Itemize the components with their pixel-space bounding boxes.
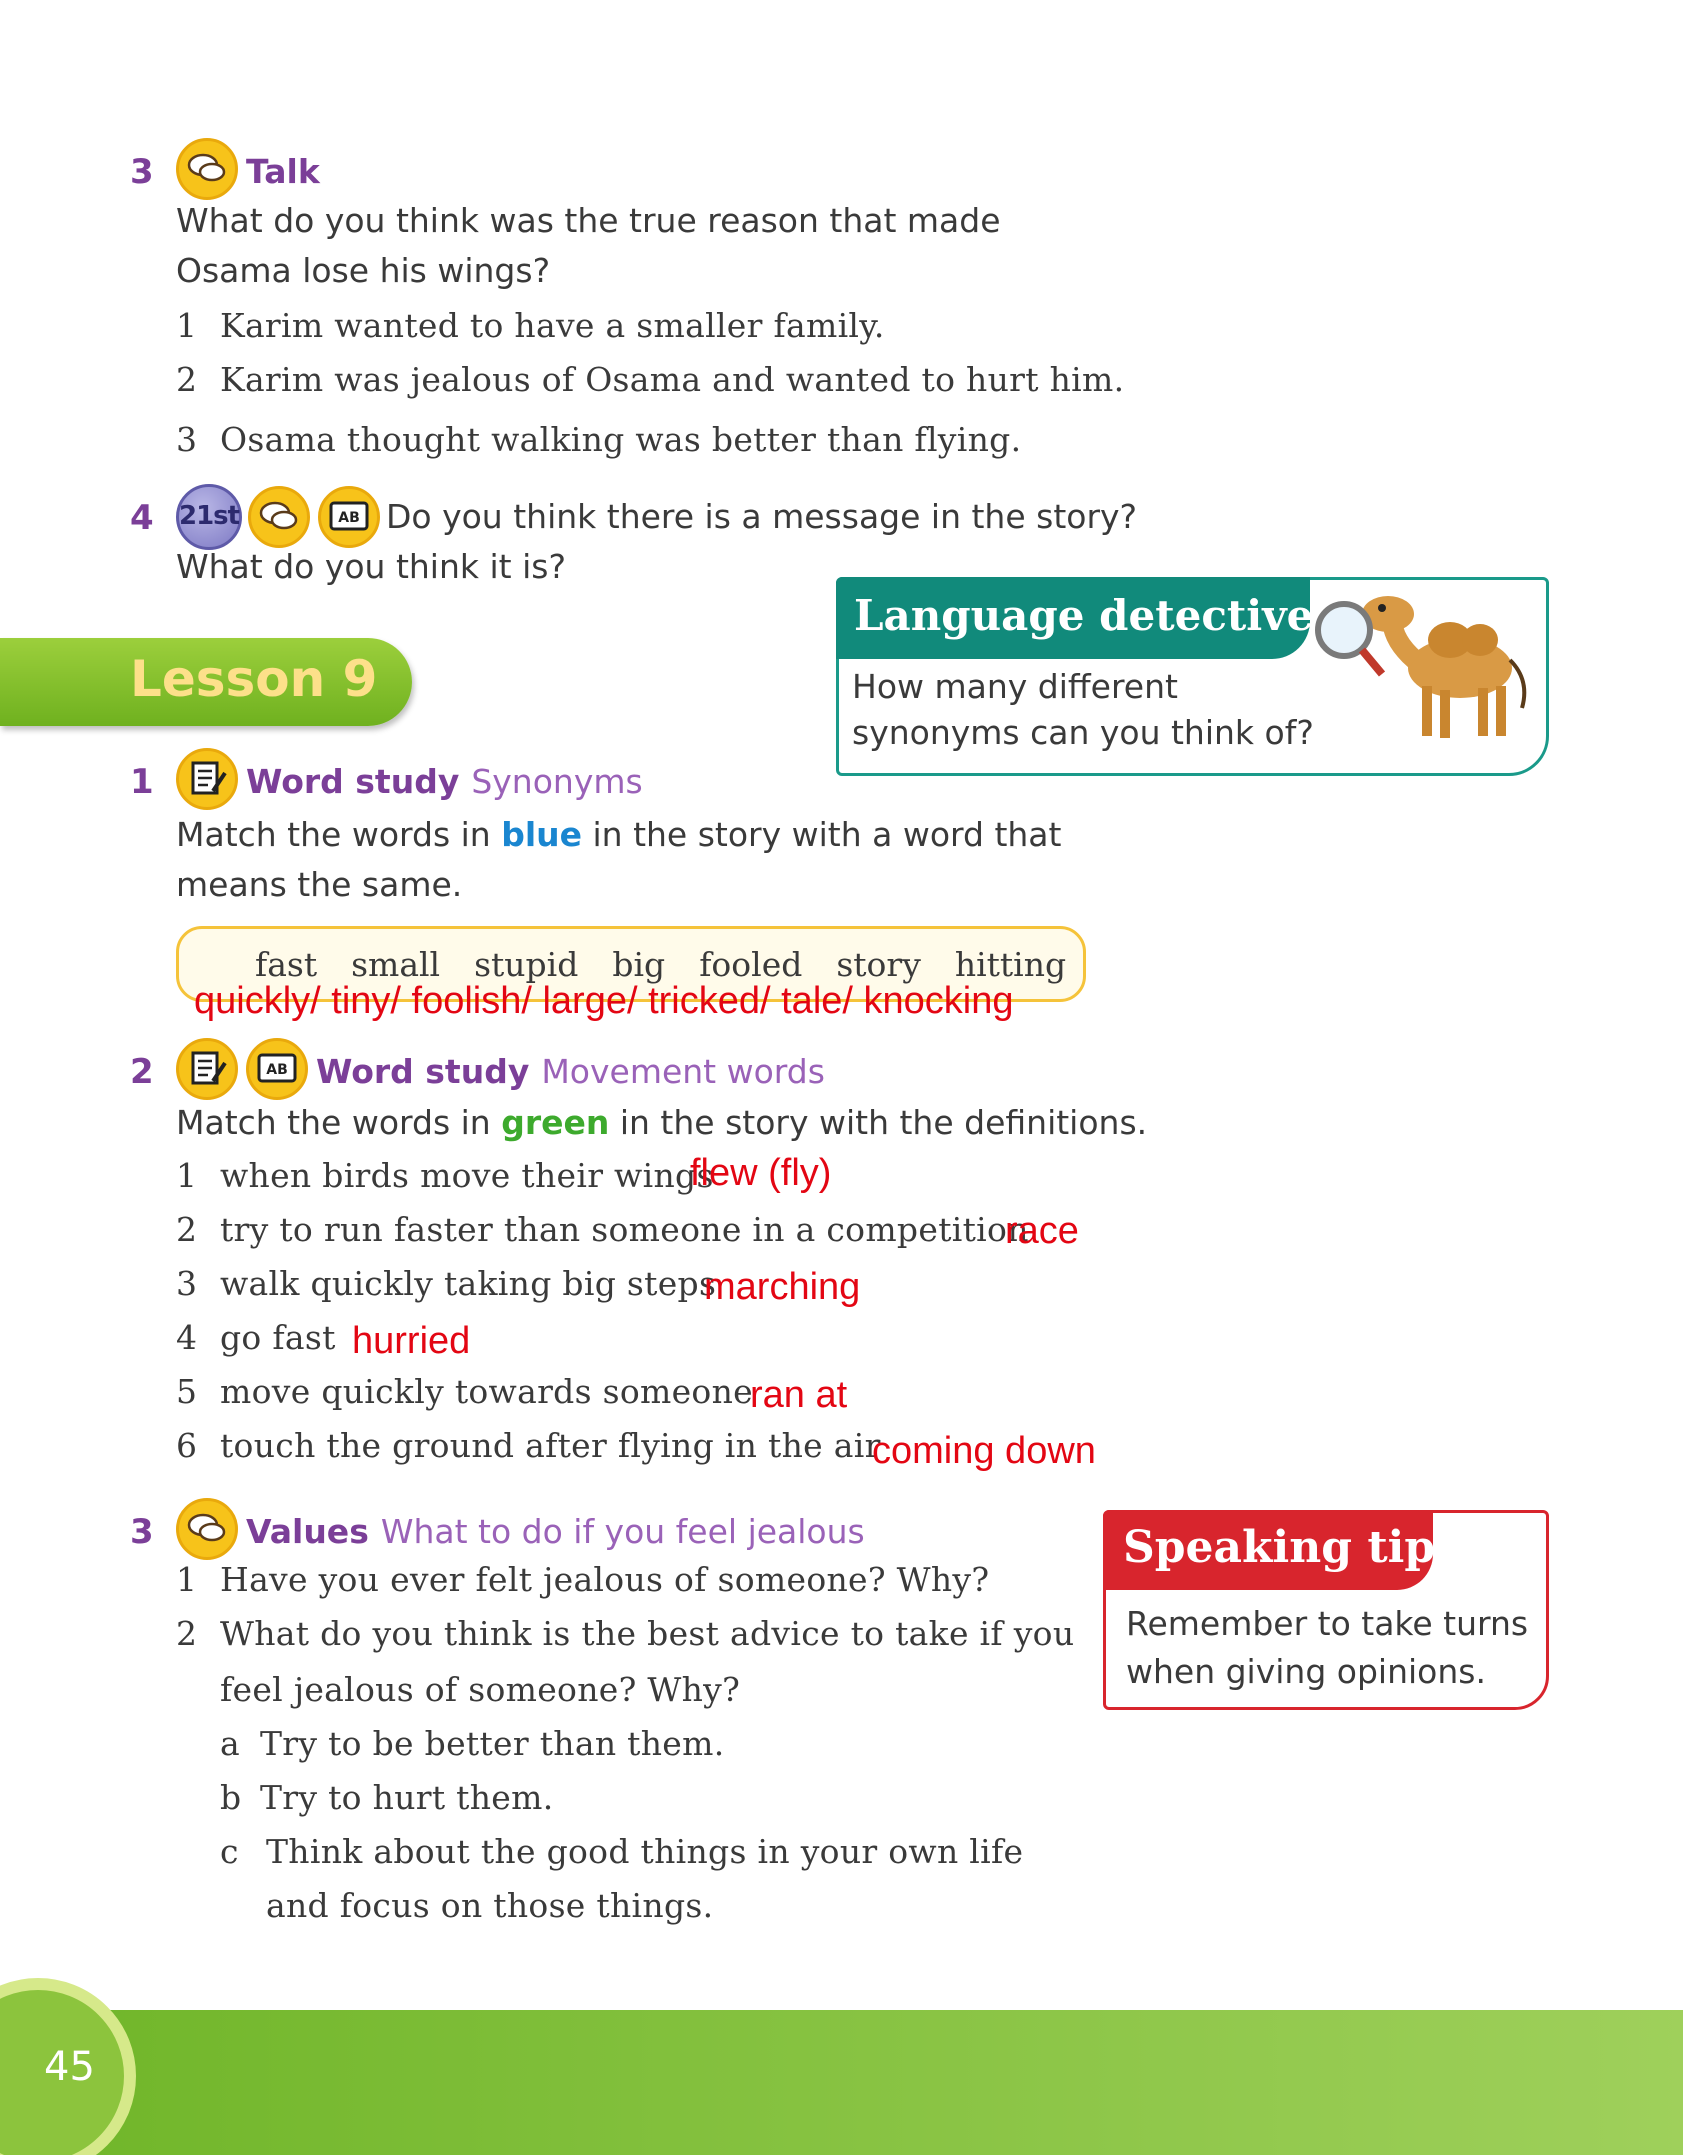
language-detective-title: Language detective [854,591,1314,640]
answer-text: hurried [352,1320,471,1362]
21st-century-skills-icon: 21st [176,484,242,550]
synonyms-answer: quickly/ tiny/ foolish/ large/ tricked/ tale/ knocking [194,980,1014,1022]
word-study-icon [176,748,238,810]
page-number: 45 [44,2044,95,2090]
exercise-number: 4 [130,498,154,538]
language-detective-text: How many different synonyms can you think of? [852,667,1314,752]
speaking-tip-title-bar [1103,1510,1436,1590]
list-item: 4 go fast [176,1318,336,1357]
exercise-number: 2 [130,1052,154,1092]
speaking-tip-title: Speaking tip [1123,1522,1436,1573]
section-heading-values: Values What to do if you feel jealous [246,1512,865,1551]
talk-question-line2: Osama lose his wings? [176,251,551,290]
lesson-title: Lesson 9 [130,650,378,708]
language-detective-title-bar [836,577,1314,659]
list-item: 2 try to run faster than someone in a competition [176,1210,1029,1249]
talk-icon [176,1498,238,1560]
exercise-number: 3 [130,1512,154,1552]
answer-text: race [1005,1210,1079,1252]
list-item: 1 Have you ever felt jealous of someone? Why? [176,1560,990,1599]
speaking-tip-text: Remember to take turns when giving opinions. [1126,1604,1529,1691]
message-question-line2: What do you think it is? [176,547,566,586]
sub-list-item: a Try to be better than them. [220,1724,725,1763]
instruction-line2: means the same. [176,865,463,904]
section-heading-word-study: Word study Synonyms [246,762,643,801]
list-item: 2 What do you think is the best advice to take if you [176,1614,1075,1653]
ab-label: AB [266,1062,288,1078]
exercise-number: 3 [130,152,154,192]
talk-icon [176,138,238,200]
talk-icon [248,486,310,548]
lesson-banner [0,638,412,726]
ab-label: AB [338,510,360,526]
list-item: 5 move quickly towards someone [176,1372,753,1411]
list-item-continuation: feel jealous of someone? Why? [220,1670,741,1709]
camel-detective-icon [1300,590,1540,750]
list-item: 1 when birds move their wings [176,1156,714,1195]
word-list: fast small stupid big fooled story hitting [255,945,1067,984]
list-item: 6 touch the ground after flying in the air [176,1426,881,1465]
sub-list-item-continuation: and focus on those things. [266,1886,714,1925]
page-footer [0,2010,1683,2155]
sub-list-item: c Think about the good things in your own life [220,1832,1024,1871]
list-item: 2 Karim was jealous of Osama and wanted to hurt him. [176,360,1125,399]
activity-book-icon [318,486,380,548]
list-item: 1 Karim wanted to have a smaller family. [176,306,885,345]
talk-question-line1: What do you think was the true reason that made [176,201,1001,240]
section-heading-talk: Talk [246,152,320,191]
answer-text: coming down [872,1430,1096,1472]
section-heading-word-study: Word study Movement words [316,1052,825,1091]
list-item: 3 Osama thought walking was better than flying. [176,420,1022,459]
message-question-line1: Do you think there is a message in the story? [386,497,1138,536]
list-item: 3 walk quickly taking big steps [176,1264,717,1303]
sub-list-item: b Try to hurt them. [220,1778,554,1817]
instruction-line1: Match the words in blue in the story with a word that [176,815,1062,854]
answer-text: marching [704,1266,861,1308]
answer-text: flew (fly) [690,1152,832,1194]
answer-text: ran at [750,1374,848,1416]
exercise-number: 1 [130,762,154,802]
instruction-line: Match the words in green in the story with the definitions. [176,1103,1148,1142]
word-study-icon [176,1038,238,1100]
activity-book-icon [246,1038,308,1100]
